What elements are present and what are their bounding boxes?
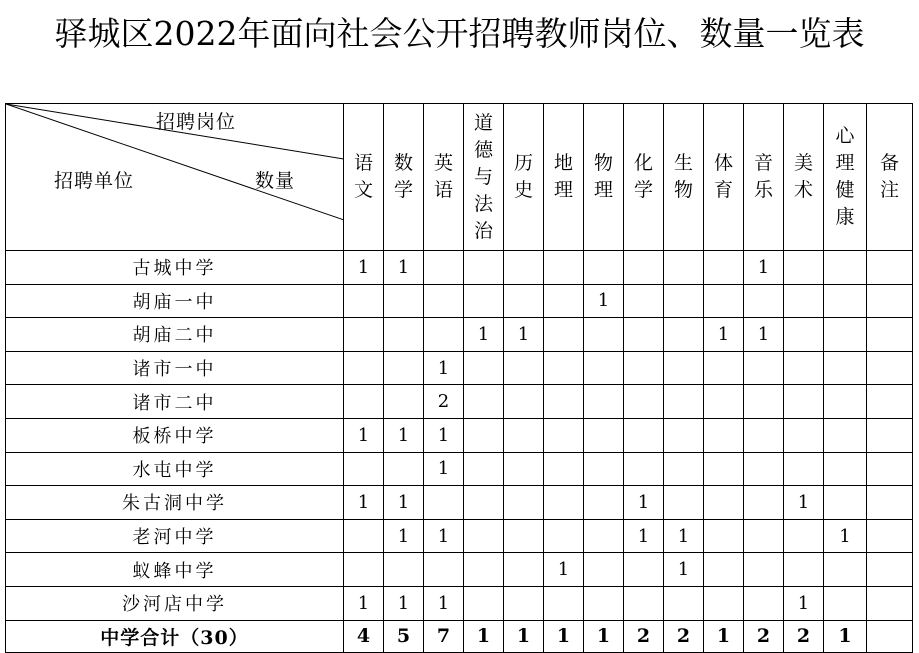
count-cell xyxy=(624,586,664,620)
count-cell xyxy=(624,385,664,419)
subject-header-10 xyxy=(744,104,784,251)
count-cell xyxy=(344,519,384,553)
count-cell: 1 xyxy=(664,519,704,553)
count-cell xyxy=(624,251,664,285)
unit-name-cell: 沙河店中学 xyxy=(6,586,344,620)
count-cell: 1 xyxy=(344,486,384,520)
count-cell: 1 xyxy=(344,251,384,285)
total-count-cell: 1 xyxy=(504,620,544,652)
count-cell xyxy=(744,519,784,553)
count-cell xyxy=(424,553,464,587)
count-cell xyxy=(704,486,744,520)
count-cell xyxy=(544,351,584,385)
count-cell xyxy=(624,418,664,452)
total-count-cell: 1 xyxy=(464,620,504,652)
count-cell: 1 xyxy=(344,586,384,620)
total-count-cell: 2 xyxy=(664,620,704,652)
count-cell xyxy=(824,586,867,620)
count-cell xyxy=(464,519,504,553)
count-cell xyxy=(424,284,464,318)
total-count-cell: 4 xyxy=(344,620,384,652)
subject-header-label: 历史 xyxy=(513,152,533,201)
count-cell xyxy=(584,418,624,452)
count-cell: 1 xyxy=(424,586,464,620)
count-cell xyxy=(824,553,867,587)
count-cell xyxy=(664,251,704,285)
subject-header-3 xyxy=(464,104,504,251)
unit-name-cell: 朱古洞中学 xyxy=(6,486,344,520)
count-cell xyxy=(504,486,544,520)
count-cell xyxy=(464,385,504,419)
count-cell xyxy=(544,452,584,486)
count-cell xyxy=(704,251,744,285)
count-cell xyxy=(344,318,384,352)
unit-name-cell: 胡庙二中 xyxy=(6,318,344,352)
count-cell xyxy=(464,284,504,318)
count-cell xyxy=(824,318,867,352)
count-cell: 1 xyxy=(744,318,784,352)
count-cell xyxy=(824,284,867,318)
total-count-cell: 1 xyxy=(824,620,867,652)
count-cell xyxy=(624,553,664,587)
count-cell xyxy=(584,385,624,419)
count-cell xyxy=(664,385,704,419)
count-cell xyxy=(344,452,384,486)
count-cell xyxy=(704,519,744,553)
count-cell xyxy=(624,452,664,486)
count-cell xyxy=(867,486,913,520)
count-cell xyxy=(504,519,544,553)
subject-header-label: 数学 xyxy=(393,152,413,201)
count-cell xyxy=(784,418,824,452)
table-row xyxy=(6,284,913,318)
subject-header-label: 化学 xyxy=(633,152,653,201)
count-cell xyxy=(584,351,624,385)
count-cell xyxy=(664,284,704,318)
count-cell xyxy=(584,318,624,352)
count-cell xyxy=(504,452,544,486)
table-row xyxy=(6,318,913,352)
count-cell xyxy=(664,351,704,385)
count-cell xyxy=(784,385,824,419)
count-cell xyxy=(664,318,704,352)
count-cell: 1 xyxy=(464,318,504,352)
count-cell xyxy=(784,553,824,587)
count-cell: 1 xyxy=(384,519,424,553)
count-cell xyxy=(664,418,704,452)
unit-name-cell: 板桥中学 xyxy=(6,418,344,452)
count-cell xyxy=(504,351,544,385)
total-count-cell: 2 xyxy=(784,620,824,652)
count-cell: 1 xyxy=(384,586,424,620)
count-cell xyxy=(344,385,384,419)
unit-name-cell: 蚁蜂中学 xyxy=(6,553,344,587)
count-cell xyxy=(584,452,624,486)
count-cell xyxy=(384,318,424,352)
count-cell xyxy=(544,519,584,553)
count-cell xyxy=(504,418,544,452)
count-cell xyxy=(424,251,464,285)
count-cell xyxy=(584,486,624,520)
count-cell xyxy=(744,486,784,520)
table-row xyxy=(6,385,913,419)
count-cell xyxy=(384,351,424,385)
count-cell xyxy=(744,351,784,385)
count-cell xyxy=(784,519,824,553)
count-cell xyxy=(544,418,584,452)
table-row xyxy=(6,452,913,486)
count-cell: 2 xyxy=(424,385,464,419)
count-cell xyxy=(867,284,913,318)
recruitment-table xyxy=(5,103,913,653)
count-cell xyxy=(664,486,704,520)
subject-header-label: 语文 xyxy=(353,152,373,201)
subject-header-5 xyxy=(544,104,584,251)
count-cell xyxy=(867,418,913,452)
count-cell: 1 xyxy=(384,251,424,285)
count-cell xyxy=(464,251,504,285)
subject-header-1 xyxy=(384,104,424,251)
count-cell xyxy=(744,385,784,419)
count-cell xyxy=(584,519,624,553)
count-cell xyxy=(867,586,913,620)
total-count-cell xyxy=(867,620,913,652)
count-cell xyxy=(504,553,544,587)
count-cell xyxy=(744,284,784,318)
count-cell xyxy=(867,351,913,385)
subject-header-label: 英语 xyxy=(433,152,453,201)
count-cell xyxy=(464,351,504,385)
count-cell: 1 xyxy=(624,486,664,520)
count-cell xyxy=(464,586,504,620)
count-cell xyxy=(544,486,584,520)
count-cell xyxy=(384,385,424,419)
header-row xyxy=(6,104,913,251)
count-cell xyxy=(464,418,504,452)
count-cell: 1 xyxy=(784,586,824,620)
subject-header-label: 体育 xyxy=(713,152,733,201)
count-header-label: 数量 xyxy=(255,170,296,192)
count-cell xyxy=(744,452,784,486)
subject-header-label: 道德与法治 xyxy=(473,111,493,242)
subject-header-label: 心理健康 xyxy=(835,125,855,228)
unit-name-cell: 胡庙一中 xyxy=(6,284,344,318)
count-cell xyxy=(867,553,913,587)
count-cell: 1 xyxy=(544,553,584,587)
count-cell xyxy=(824,251,867,285)
subject-header-6 xyxy=(584,104,624,251)
count-cell xyxy=(704,351,744,385)
unit-name-cell: 诸市一中 xyxy=(6,351,344,385)
count-cell xyxy=(584,553,624,587)
total-count-cell: 2 xyxy=(624,620,664,652)
count-cell xyxy=(504,284,544,318)
count-cell xyxy=(424,318,464,352)
count-cell: 1 xyxy=(784,486,824,520)
count-cell: 1 xyxy=(424,452,464,486)
count-cell xyxy=(704,418,744,452)
count-cell: 1 xyxy=(824,519,867,553)
count-cell xyxy=(664,586,704,620)
subject-header-label: 物理 xyxy=(593,152,613,201)
count-cell xyxy=(504,251,544,285)
count-cell xyxy=(464,452,504,486)
count-cell xyxy=(464,486,504,520)
table-row xyxy=(6,553,913,587)
count-cell xyxy=(584,586,624,620)
subject-header-2 xyxy=(424,104,464,251)
count-cell xyxy=(384,452,424,486)
unit-name-cell: 水屯中学 xyxy=(6,452,344,486)
count-cell xyxy=(784,351,824,385)
table-row xyxy=(6,418,913,452)
count-cell xyxy=(744,418,784,452)
subject-header-label: 备注 xyxy=(879,152,899,201)
count-cell: 1 xyxy=(664,553,704,587)
subject-header-4 xyxy=(504,104,544,251)
count-cell xyxy=(824,385,867,419)
count-cell: 1 xyxy=(384,418,424,452)
total-row xyxy=(6,620,913,652)
unit-name-cell: 古城中学 xyxy=(6,251,344,285)
count-cell xyxy=(624,351,664,385)
count-cell xyxy=(824,486,867,520)
count-cell xyxy=(824,418,867,452)
count-cell xyxy=(867,519,913,553)
subject-header-12 xyxy=(824,104,867,251)
count-cell xyxy=(704,284,744,318)
table-row xyxy=(6,519,913,553)
page-title: 驿城区2022年面向社会公开招聘教师岗位、数量一览表 xyxy=(54,14,865,53)
count-cell xyxy=(867,452,913,486)
position-header-label: 招聘岗位 xyxy=(156,111,237,133)
count-cell: 1 xyxy=(584,284,624,318)
count-cell xyxy=(867,385,913,419)
count-cell xyxy=(744,586,784,620)
count-cell xyxy=(544,284,584,318)
count-cell xyxy=(744,553,784,587)
count-cell xyxy=(584,251,624,285)
subject-header-13 xyxy=(867,104,913,251)
table-row xyxy=(6,251,913,285)
total-count-cell: 2 xyxy=(744,620,784,652)
table-row xyxy=(6,586,913,620)
count-cell xyxy=(784,251,824,285)
subject-header-0 xyxy=(344,104,384,251)
count-cell xyxy=(504,385,544,419)
count-cell: 1 xyxy=(744,251,784,285)
count-cell xyxy=(867,251,913,285)
count-cell xyxy=(824,351,867,385)
total-label-cell: 中学合计（30） xyxy=(6,620,344,652)
count-cell: 1 xyxy=(424,519,464,553)
count-cell: 1 xyxy=(704,318,744,352)
count-cell xyxy=(704,385,744,419)
count-cell xyxy=(704,553,744,587)
subject-header-11 xyxy=(784,104,824,251)
count-cell xyxy=(624,318,664,352)
table-row xyxy=(6,351,913,385)
count-cell: 1 xyxy=(384,486,424,520)
subject-header-9 xyxy=(704,104,744,251)
count-cell: 1 xyxy=(504,318,544,352)
count-cell: 1 xyxy=(424,418,464,452)
count-cell xyxy=(424,486,464,520)
count-cell: 1 xyxy=(624,519,664,553)
subject-header-8 xyxy=(664,104,704,251)
unit-header-label: 招聘单位 xyxy=(54,170,135,192)
count-cell xyxy=(384,284,424,318)
count-cell: 1 xyxy=(424,351,464,385)
count-cell xyxy=(784,284,824,318)
table-row xyxy=(6,486,913,520)
unit-name-cell: 老河中学 xyxy=(6,519,344,553)
count-cell xyxy=(344,284,384,318)
count-cell xyxy=(784,318,824,352)
count-cell xyxy=(344,351,384,385)
count-cell xyxy=(544,318,584,352)
total-count-cell: 5 xyxy=(384,620,424,652)
subject-header-7 xyxy=(624,104,664,251)
count-cell xyxy=(824,452,867,486)
count-cell xyxy=(704,452,744,486)
count-cell xyxy=(544,586,584,620)
count-cell xyxy=(384,553,424,587)
count-cell xyxy=(344,553,384,587)
total-count-cell: 7 xyxy=(424,620,464,652)
count-cell xyxy=(544,385,584,419)
count-cell xyxy=(464,553,504,587)
total-count-cell: 1 xyxy=(584,620,624,652)
corner-header-cell xyxy=(6,104,344,251)
subject-header-label: 地理 xyxy=(553,152,573,201)
subject-header-label: 音乐 xyxy=(753,152,773,201)
count-cell: 1 xyxy=(344,418,384,452)
count-cell xyxy=(784,452,824,486)
count-cell xyxy=(704,586,744,620)
count-cell xyxy=(664,452,704,486)
subject-header-label: 生物 xyxy=(673,152,693,201)
count-cell xyxy=(504,586,544,620)
total-count-cell: 1 xyxy=(704,620,744,652)
unit-name-cell: 诸市二中 xyxy=(6,385,344,419)
count-cell xyxy=(867,318,913,352)
subject-header-label: 美术 xyxy=(793,152,813,201)
count-cell xyxy=(544,251,584,285)
count-cell xyxy=(624,284,664,318)
total-count-cell: 1 xyxy=(544,620,584,652)
